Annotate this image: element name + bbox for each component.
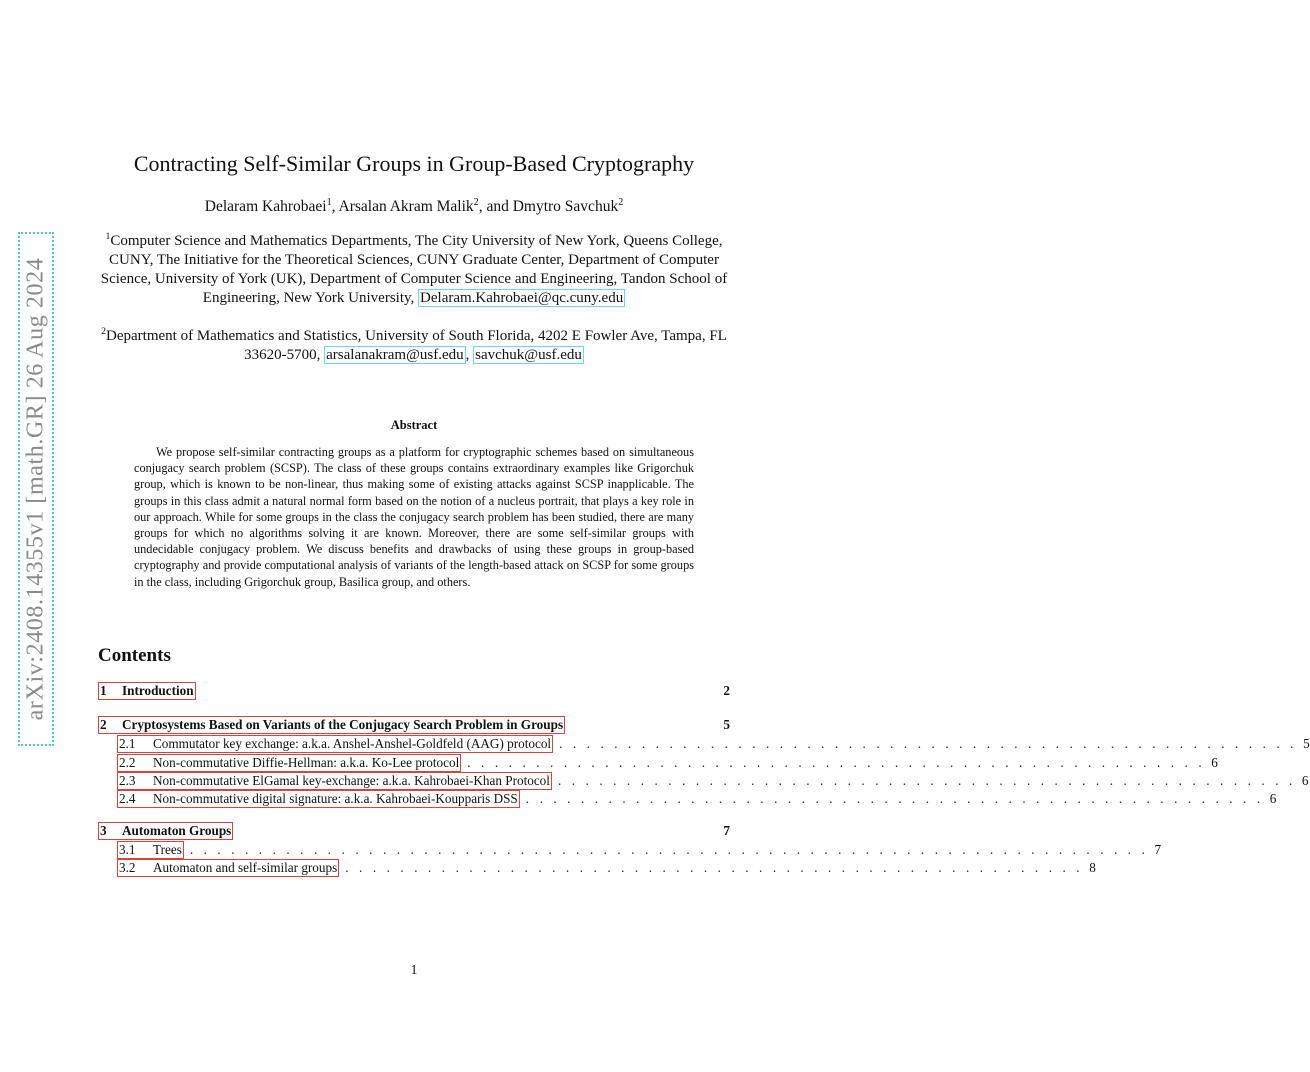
page-number: 1 xyxy=(410,962,418,977)
toc-label: Non-commutative digital signature: a.k.a. Kahrobaei-Koupparis DSS xyxy=(153,791,518,806)
toc-label: Cryptosystems Based on Variants of the Conjugacy Search Problem in Groups xyxy=(122,717,564,732)
author-name: Delaram Kahrobaei xyxy=(204,198,327,215)
toc-entry[interactable] xyxy=(98,822,730,838)
toc-number: 3 xyxy=(100,823,107,838)
toc-number: 2.2 xyxy=(119,755,136,770)
toc-entry[interactable] xyxy=(98,790,1277,806)
affiliation-text: Computer Science and Mathematics Departments, The City University of New York, Queens College, CUNY, The Initiative for the Theoretical Sciences, CUNY Graduate Center, Department of Computer Science, University of York (UK), Department of Computer Science and Engineering, Tandon School of Engineering, New York University, xyxy=(100,233,728,306)
author-name: Arsalan Akram Malik xyxy=(338,198,474,215)
toc-leader-dots: . . . . . . . . . . . . . . . . . . . . . . . . . . . . . . . . . . . . . . . . . . . . . . . . . . . . . . . . . . . . . . . . . . . . . . xyxy=(189,842,1149,857)
toc-entry[interactable] xyxy=(98,772,1309,788)
toc-page: 6 xyxy=(1269,791,1277,806)
author-separator: , xyxy=(331,198,339,215)
email-link[interactable]: Delaram.Kahrobaei@qc.cuny.edu xyxy=(420,290,624,306)
toc-entry[interactable] xyxy=(98,859,1096,875)
toc-number: 3.2 xyxy=(119,860,136,875)
abstract-text: We propose self-similar contracting groups as a platform for cryptographic schemes based on simultaneous conjugacy search problem (SCSP). The class of these groups contains extraordinary examples like Grigorchuk group, which is known to be non-linear, thus making some of existing attacks against SCSP inapplicable. The groups in this class admit a natural normal form based on the notion of a nucleus portrait, that plays a key role in our approach. While for some groups in the class the conjugacy search problem has been studied, there are many groups for which no algorithms solving it are known. Moreover, there are some self-similar groups with undecidable conjugacy problem. We discuss benefits and drawbacks of using these groups in group-based cryptography and provide computational analysis of variants of the length-based attack on SCSP for some groups in the class, including Grigorchuk group, Basilica group, and others. xyxy=(134,445,694,589)
toc-link[interactable] xyxy=(117,772,552,790)
toc-label: Non-commutative ElGamal key-exchange: a.k.a. Kahrobaei-Khan Protocol xyxy=(153,773,550,788)
author-name: Dmytro Savchuk xyxy=(512,198,619,215)
toc-link[interactable] xyxy=(117,859,339,877)
email-link[interactable]: savchuk@usf.edu xyxy=(475,347,582,363)
toc-label: Non-commutative Diffie-Hellman: a.k.a. Ko-Lee protocol xyxy=(153,755,460,770)
toc-page: 7 xyxy=(1154,842,1162,857)
toc-link[interactable] xyxy=(117,735,553,753)
toc-leader-dots: . . . . . . . . . . . . . . . . . . . . . . . . . . . . . . . . . . . . . . . . . . . . . . . . . . . . . . xyxy=(559,736,1298,751)
toc-entry[interactable] xyxy=(98,716,730,732)
toc-leader-dots: . . . . . . . . . . . . . . . . . . . . . . . . . . . . . . . . . . . . . . . . . . . . . . . . . . . . . . xyxy=(345,860,1084,875)
toc-entry[interactable] xyxy=(98,682,730,698)
toc-label: Trees xyxy=(153,842,182,857)
toc-number: 3.1 xyxy=(119,842,136,857)
toc-entry[interactable] xyxy=(98,735,1310,751)
author-list xyxy=(0,198,828,216)
contents-heading: Contents xyxy=(98,645,171,666)
toc-number: 1 xyxy=(100,683,107,698)
toc-leader-dots: . . . . . . . . . . . . . . . . . . . . . . . . . . . . . . . . . . . . . . . . . . . . . . . . . . . . . . xyxy=(557,773,1296,788)
toc-number: 2 xyxy=(100,717,107,732)
toc-link[interactable] xyxy=(117,790,520,808)
toc-page: 8 xyxy=(1089,860,1096,875)
toc-link[interactable] xyxy=(117,754,461,772)
affiliation-2 xyxy=(100,327,728,365)
author-affil-mark: 2 xyxy=(473,196,479,208)
affil-mark: 2 xyxy=(101,326,107,337)
toc-page: 5 xyxy=(1303,736,1310,751)
toc-link[interactable] xyxy=(98,716,565,734)
email-link[interactable]: arsalanakram@usf.edu xyxy=(326,347,464,363)
abstract-heading: Abstract xyxy=(390,418,438,432)
toc-link[interactable] xyxy=(117,841,184,859)
toc-page: 5 xyxy=(723,717,730,732)
affiliation-1 xyxy=(100,232,728,308)
toc-page: 2 xyxy=(723,683,730,698)
toc-number: 2.4 xyxy=(119,791,136,806)
author-affil-mark: 2 xyxy=(618,196,624,208)
toc-link[interactable] xyxy=(98,822,233,840)
author-affil-mark: 1 xyxy=(326,196,332,208)
toc-entry[interactable] xyxy=(98,841,1162,857)
toc-leader-dots: . . . . . . . . . . . . . . . . . . . . . . . . . . . . . . . . . . . . . . . . . . . . . . . . . . . . . . xyxy=(525,791,1264,806)
toc-label: Automaton Groups xyxy=(122,823,232,838)
toc-link[interactable] xyxy=(98,682,196,700)
toc-number: 2.1 xyxy=(119,736,136,751)
toc-label: Introduction xyxy=(122,683,194,698)
toc-page: 6 xyxy=(1301,773,1309,788)
toc-label: Commutator key exchange: a.k.a. Anshel-Anshel-Goldfeld (AAG) protocol xyxy=(153,736,552,751)
affiliation-text: Department of Mathematics and Statistics, University of South Florida, 4202 E Fowler Ave, Tampa, FL 33620-5700, xyxy=(106,328,727,363)
email-separator: , xyxy=(465,347,474,363)
toc-page: 7 xyxy=(723,823,730,838)
toc-label: Automaton and self-similar groups xyxy=(153,860,338,875)
paper-title: Contracting Self-Similar Groups in Group-Based Cryptography xyxy=(133,151,695,176)
toc-number: 2.3 xyxy=(119,773,136,788)
author-separator: , and xyxy=(478,198,513,215)
toc-page: 6 xyxy=(1211,755,1218,770)
arxiv-identifier[interactable]: arXiv:2408.14355v1 [math.GR] 26 Aug 2024 xyxy=(22,257,49,721)
affil-mark: 1 xyxy=(105,231,111,242)
toc-entry[interactable] xyxy=(98,754,1218,770)
toc-leader-dots: . . . . . . . . . . . . . . . . . . . . . . . . . . . . . . . . . . . . . . . . . . . . . . . . . . . . . . xyxy=(467,755,1206,770)
